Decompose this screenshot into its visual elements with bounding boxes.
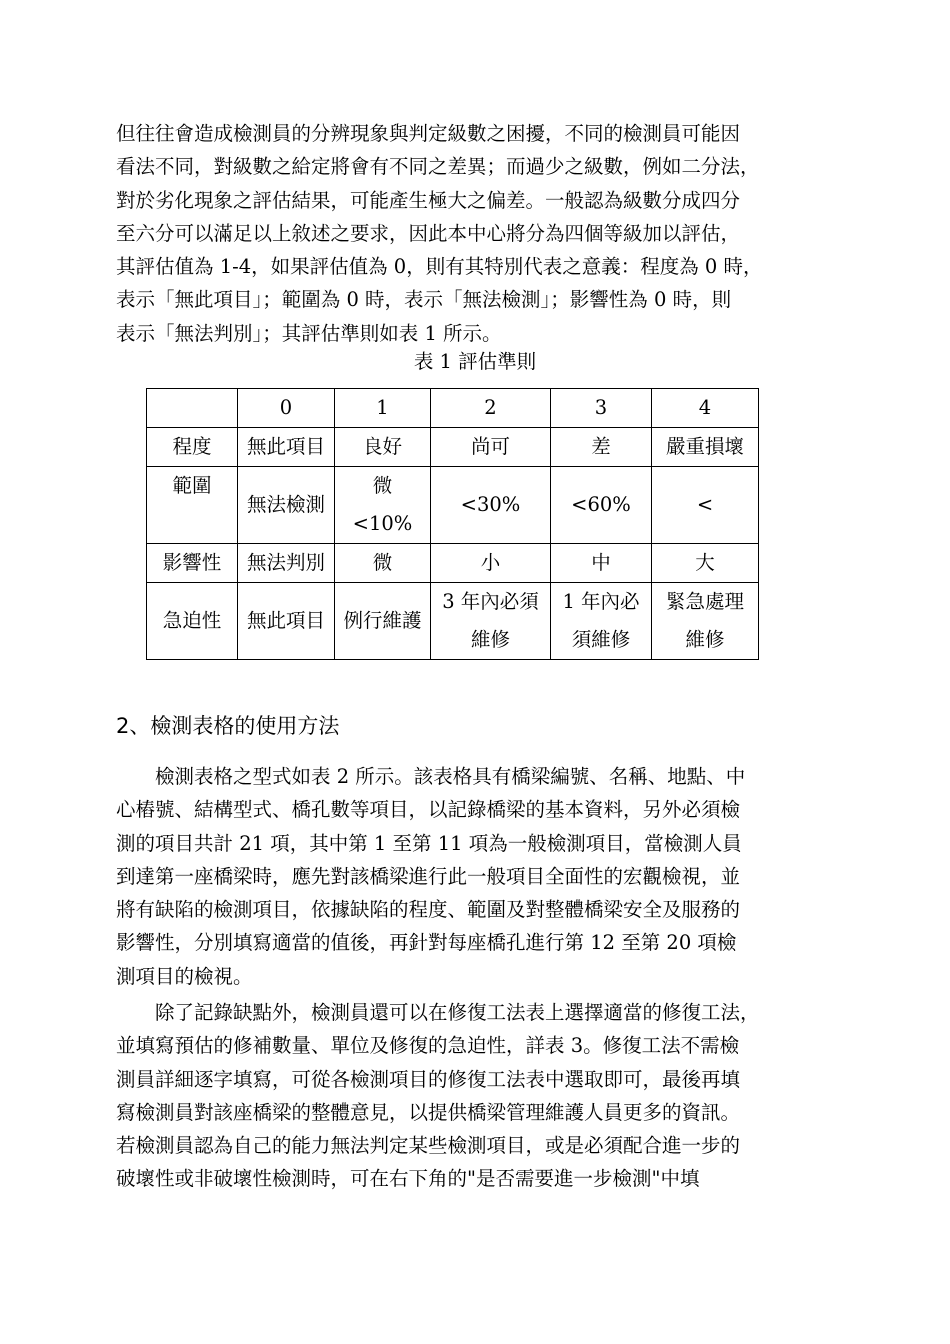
table-cell: 中 bbox=[551, 544, 652, 583]
table-cell: <30% bbox=[431, 467, 551, 544]
cell-line: 須維修 bbox=[571, 628, 631, 651]
text-line: 檢測表格之型式如表 2 所示。該表格具有橋梁編號、名稱、地點、中 bbox=[116, 765, 746, 788]
text-line: 影響性，分別填寫適當的值後，再針對每座橋孔進行第 12 至第 20 項檢 bbox=[116, 931, 737, 955]
text-line: 到達第一座橋梁時，應先對該橋梁進行此一般項目全面性的宏觀檢視，並 bbox=[116, 864, 741, 888]
table-row-degree bbox=[147, 428, 759, 467]
cell-line: 緊急處理 bbox=[665, 590, 744, 613]
text-line: 其評估值為 1-4，如果評估值為 0，則有其特別代表之意義：程度為 0 時， bbox=[116, 255, 763, 279]
cell-line: 1 年內必 bbox=[562, 590, 640, 613]
table-cell-two-line bbox=[431, 583, 551, 660]
cell-line: 微 bbox=[372, 474, 393, 497]
table-cell-two-line bbox=[652, 583, 759, 660]
text-line: 對於劣化現象之評估結果，可能產生極大之偏差。一般認為級數分成四分 bbox=[116, 188, 741, 212]
table-cell: 例行維護 bbox=[335, 583, 431, 660]
row-label-urgency: 急迫性 bbox=[147, 583, 238, 660]
table-cell: 良好 bbox=[335, 428, 431, 467]
table-row-range bbox=[147, 467, 759, 544]
text-line: 測項目的檢視。 bbox=[116, 964, 253, 988]
table-cell: 大 bbox=[652, 544, 759, 583]
text-line: 測員詳細逐字填寫，可從各檢測項目的修復工法表中選取即可，最後再填 bbox=[116, 1067, 741, 1091]
row-label-range: 範圍 bbox=[147, 467, 238, 544]
header-cell-0: 0 bbox=[238, 389, 335, 428]
cell-line: 3 年內必須 bbox=[442, 590, 539, 613]
table-cell: 無此項目 bbox=[238, 428, 335, 467]
table-cell-two-line bbox=[335, 467, 431, 544]
text-line: 破壞性或非破壞性檢測時，可在右下角的"是否需要進一步檢測"中填 bbox=[116, 1167, 700, 1191]
table-cell: 嚴重損壞 bbox=[652, 428, 759, 467]
table-cell: 微 bbox=[335, 544, 431, 583]
text-line: 看法不同，對級數之給定將會有不同之差異；而過少之級數，例如二分法， bbox=[116, 155, 760, 179]
text-line: 心樁號、結構型式、橋孔數等項目，以記錄橋梁的基本資料，另外必須檢 bbox=[116, 798, 741, 822]
paragraph-repair-methods bbox=[116, 996, 840, 1196]
table-cell: 小 bbox=[431, 544, 551, 583]
text-line: 至六分可以滿足以上敘述之要求，因此本中心將分為四個等級加以評估， bbox=[116, 221, 741, 245]
table-cell: 無法判別 bbox=[238, 544, 335, 583]
text-line: 但往往會造成檢測員的分辨現象與判定級數之困擾，不同的檢測員可能因 bbox=[116, 122, 741, 145]
table-caption: 表 1 評估準則 bbox=[413, 350, 537, 373]
table-header-row bbox=[147, 389, 759, 428]
table-cell-two-line bbox=[551, 583, 652, 660]
text-line: 寫檢測員對該座橋梁的整體意見，以提供橋梁管理維護人員更多的資訊。 bbox=[116, 1100, 741, 1124]
table-cell: 尚可 bbox=[431, 428, 551, 467]
paragraph-form-usage bbox=[116, 760, 840, 993]
cell-line: 維修 bbox=[470, 628, 510, 651]
header-cell-3: 3 bbox=[551, 389, 652, 428]
section-heading: 2、檢測表格的使用方法 bbox=[116, 714, 340, 738]
table-row-urgency bbox=[147, 583, 759, 660]
text-line: 除了記錄缺點外，檢測員還可以在修復工法表上選擇適當的修復工法， bbox=[116, 1001, 760, 1024]
paragraph-evaluation-levels bbox=[116, 117, 840, 350]
table-cell: < bbox=[652, 467, 759, 544]
evaluation-criteria-table bbox=[146, 388, 759, 660]
cell-line: <10% bbox=[352, 512, 413, 535]
table-row-impact bbox=[147, 544, 759, 583]
header-cell-2: 2 bbox=[431, 389, 551, 428]
text-line: 測的項目共計 21 項，其中第 1 至第 11 項為一般檢測項目，當檢測人員 bbox=[116, 831, 742, 855]
text-line: 表示「無法判別」；其評估準則如表 1 所示。 bbox=[116, 321, 502, 345]
header-cell-4: 4 bbox=[652, 389, 759, 428]
table-cell: <60% bbox=[551, 467, 652, 544]
text-line: 若檢測員認為自己的能力無法判定某些檢測項目，或是必須配合進一步的 bbox=[116, 1134, 741, 1158]
header-cell-1: 1 bbox=[335, 389, 431, 428]
table-cell: 無此項目 bbox=[238, 583, 335, 660]
header-cell-empty bbox=[147, 389, 238, 428]
table-cell: 無法檢測 bbox=[238, 467, 335, 544]
text-line: 並填寫預估的修補數量、單位及修復的急迫性，詳表 3。修復工法不需檢 bbox=[116, 1034, 740, 1058]
row-label-degree: 程度 bbox=[147, 428, 238, 467]
text-line: 表示「無此項目」；範圍為 0 時，表示「無法檢測」；影響性為 0 時，則 bbox=[116, 288, 732, 312]
row-label-impact: 影響性 bbox=[147, 544, 238, 583]
text-line: 將有缺陷的檢測項目，依據缺陷的程度、範圍及對整體橋梁安全及服務的 bbox=[116, 898, 741, 922]
cell-line: 維修 bbox=[685, 628, 725, 651]
table-cell: 差 bbox=[551, 428, 652, 467]
